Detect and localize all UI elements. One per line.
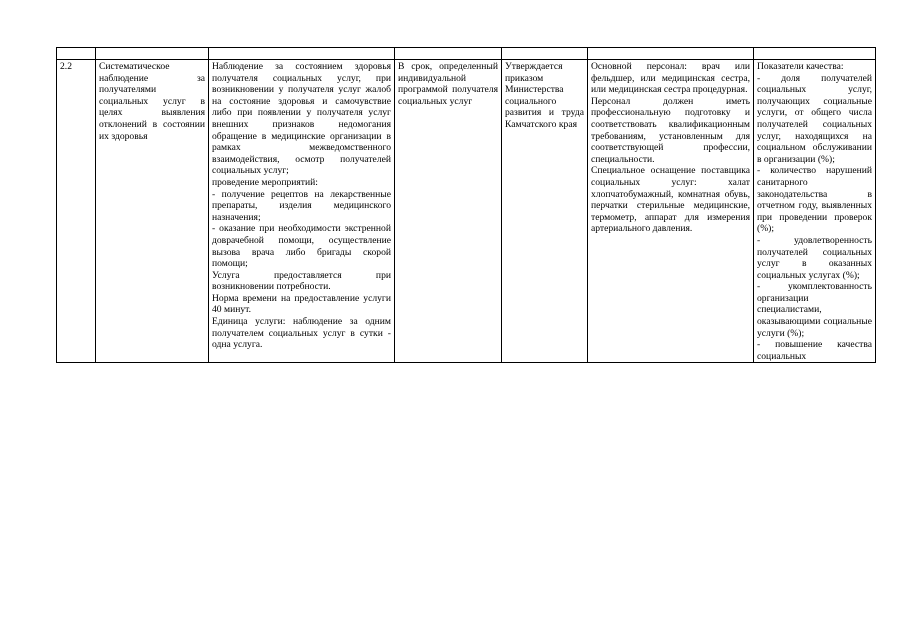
service-term: В срок, определенный индивидуальной программой получателя социальных услуг xyxy=(395,60,502,363)
quality-paragraph: - удовлетворенность получателей социальных услуг в оказанных социальных услугах (%); xyxy=(757,234,872,281)
service-approval: Утверждается приказом Министерства социального развития и труда Камчатского края xyxy=(502,60,588,363)
services-table xyxy=(56,47,876,363)
staff-paragraph: Основной персонал: врач или фельдшер, или медицинская сестра, или медицинская сестра процедурная. xyxy=(591,61,750,96)
quality-paragraph: - повышение качества социальных xyxy=(757,339,872,362)
service-number: 2.2 xyxy=(57,60,96,363)
service-description xyxy=(209,60,395,363)
header-cell-term xyxy=(395,48,502,60)
quality-paragraph: - количество нарушений санитарного законодательства в отчетном году, выявленных при проведении проверок (%); xyxy=(757,165,872,235)
service-quality xyxy=(754,60,876,363)
table-header-row xyxy=(57,48,876,60)
header-cell-staff xyxy=(588,48,754,60)
table-row xyxy=(57,60,876,363)
description-paragraph: Услуга предоставляется при возникновении потребности. xyxy=(212,269,391,293)
staff-paragraph: Специальное оснащение поставщика социальных услуг: халат хлопчатобумажный, комнатная обувь, перчатки стерильные медицинские, термометр, аппарат для измерения артериального давления. xyxy=(591,165,750,235)
header-cell-number xyxy=(57,48,96,60)
header-cell-approval xyxy=(502,48,588,60)
description-paragraph: - оказание при необходимости экстренной доврачебной помощи, осуществление вызова врача либо бригады скорой помощи; xyxy=(212,223,391,270)
quality-paragraph: - доля получателей социальных услуг, получающих социальные услуги, от общего числа получателей социальных услуг, находящихся на социальном обслуживании в организации (%); xyxy=(757,72,872,165)
description-paragraph: проведение мероприятий: xyxy=(212,176,318,188)
description-paragraph: Норма времени на предоставление услуги 40 минут. xyxy=(212,292,391,316)
description-paragraph: - получение рецептов на лекарственные препараты, изделия медицинского назначения; xyxy=(212,188,391,223)
header-cell-name xyxy=(96,48,209,60)
quality-paragraph: Показатели качества: xyxy=(757,61,844,72)
service-staff xyxy=(588,60,754,363)
service-name: Систематическое наблюдение за получателями социальных услуг в целях выявления отклонений в состоянии их здоровья xyxy=(96,60,209,363)
quality-paragraph: - укомплектованность организации специалистами, оказывающими социальные услуги (%); xyxy=(757,281,872,339)
header-cell-description xyxy=(209,48,395,60)
description-paragraph: Наблюдение за состоянием здоровья получателя социальных услуг, при возникновении у получателя услуг жалоб на состояние здоровья и самочувствие либо при появлении у получателя услуг внешних признаков недомогания обращение в медицинские организации в рамках межведомственного взаимодействия, осмотр получателей социальных услуг; xyxy=(212,61,391,177)
staff-paragraph: Персонал должен иметь профессиональную подготовку и соответствовать квалификационным требованиям, установленным для соответствующей профессии, специальности. xyxy=(591,95,750,165)
description-paragraph: Единица услуги: наблюдение за одним получателем социальных услуг в сутки - одна услуга. xyxy=(212,316,391,351)
header-cell-quality xyxy=(754,48,876,60)
